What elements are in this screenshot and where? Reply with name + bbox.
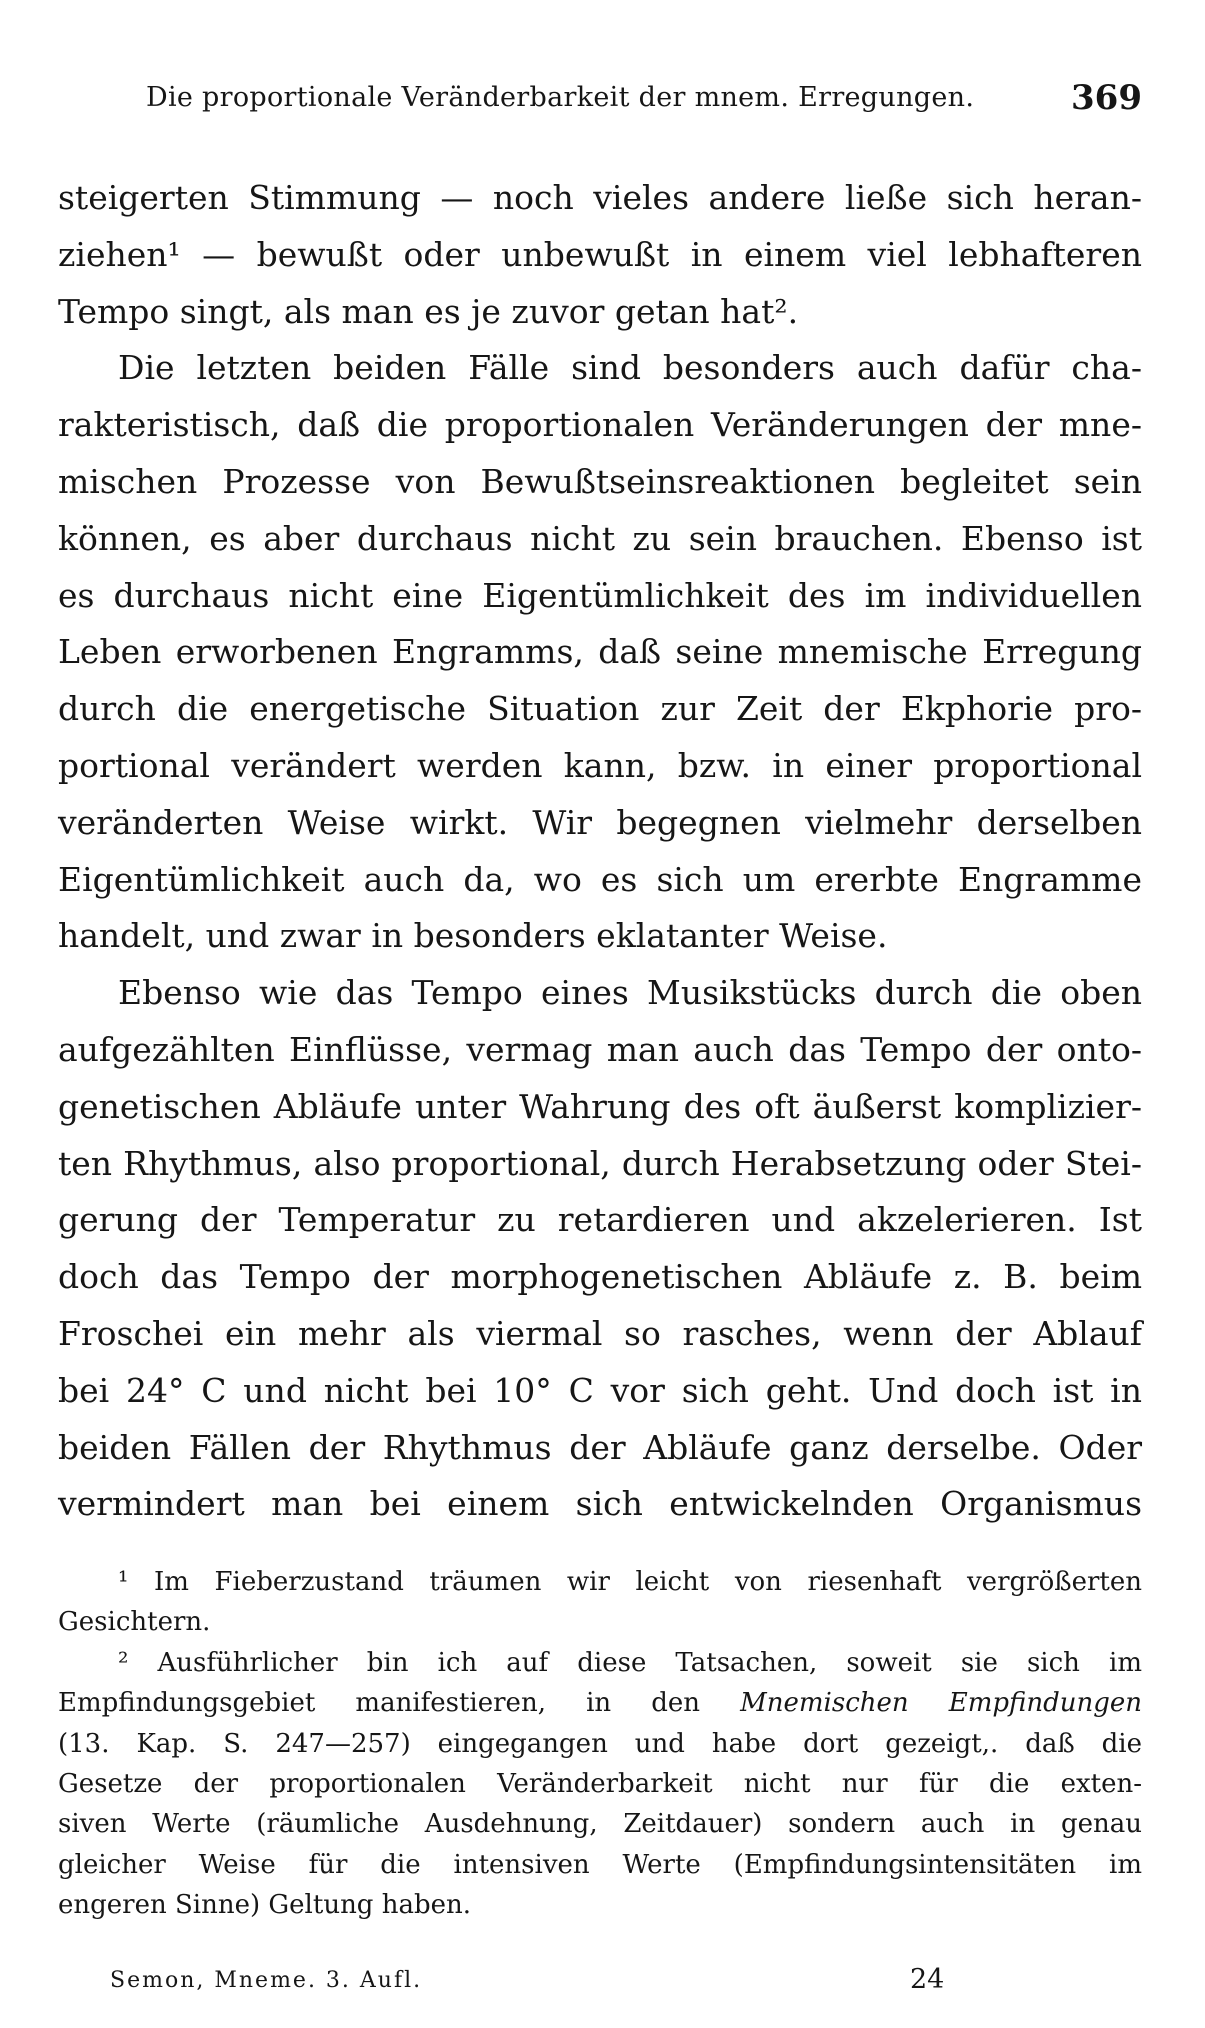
signature-mark: Semon, Mneme. 3. Aufl.	[110, 1968, 423, 1993]
text-line: es durchaus nicht eine Eigentümlichkeit des im individuellen	[58, 575, 1142, 615]
text-line: doch das Tempo der morphogenetischen Abläufe z. B. beim	[58, 1257, 1142, 1297]
text-line: steigerten Stimmung — noch vieles andere ließe sich heran-	[58, 178, 1142, 217]
text-line: ten Rhythmus, also proportional, durch Herabsetzung oder Stei-	[58, 1143, 1142, 1183]
text-line: genetischen Abläufe unter Wahrung des oft äußerst komplizier-	[58, 1086, 1142, 1126]
text-line: rakteristisch, daß die proportionalen Veränderungen der mne-	[58, 405, 1142, 445]
text-line: gerung der Temperatur zu retardieren und akzelerieren. Ist	[58, 1200, 1142, 1240]
text-line: mischen Prozesse von Bewußtseinsreaktionen begleitet sein	[58, 461, 1142, 501]
page-number: 369	[1071, 78, 1142, 118]
footnote-2-line: ² Ausführlicher bin ich auf diese Tatsachen, soweit sie sich im	[118, 1647, 1142, 1678]
running-head	[146, 78, 1142, 122]
text-line: portional verändert werden kann, bzw. in einer proportional	[58, 745, 1142, 785]
signature-number: 24	[910, 1964, 945, 1995]
text-line: ziehen¹ — bewußt oder unbewußt in einem viel lebhafteren	[58, 234, 1142, 274]
text-line: durch die energetische Situation zur Zeit der Ekphorie pro-	[58, 689, 1142, 729]
text-line: aufgezählten Einflüsse, vermag man auch das Tempo der onto-	[58, 1029, 1142, 1069]
footnotes	[58, 1562, 1142, 1926]
footnote-2-text: Empfindungsgebiet manifestieren, in den	[58, 1688, 741, 1719]
text-line: können, es aber durchaus nicht zu sein brauchen. Ebenso ist	[58, 518, 1142, 558]
footnote-1-line: Gesichtern.	[58, 1607, 211, 1638]
text-line: beiden Fällen der Rhythmus der Abläufe ganz derselbe. Oder	[58, 1427, 1142, 1467]
footnote-2-line: engeren Sinne) Geltung haben.	[58, 1890, 472, 1921]
footnote-2-line	[58, 1683, 1142, 1723]
text-line: vermindert man bei einem sich entwickelnden Organismus	[58, 1484, 1142, 1524]
text-line: Leben erworbenen Engramms, daß seine mnemische Erregung	[58, 632, 1142, 672]
footnote-1-line: ¹ Im Fieberzustand träumen wir leicht von riesenhaft vergrößerten	[118, 1567, 1142, 1597]
text-line: Eigentümlichkeit auch da, wo es sich um ererbte Engramme	[58, 859, 1142, 899]
text-line: bei 24° C und nicht bei 10° C vor sich geht. Und doch ist in	[58, 1370, 1142, 1410]
running-head-title: Die proportionale Veränderbarkeit der mnem. Erregungen.	[146, 82, 975, 113]
footnote-2-line: siven Werte (räumliche Ausdehnung, Zeitdauer) sondern auch in genau	[58, 1809, 1142, 1840]
text-line: veränderten Weise wirkt. Wir begegnen vielmehr derselben	[58, 802, 1142, 842]
text-line: Froschei ein mehr als viermal so rasches, wenn der Ablauf	[58, 1313, 1142, 1353]
footnote-2-line: Gesetze der proportionalen Veränderbarkeit nicht nur für die exten-	[58, 1768, 1142, 1799]
footnote-2-line: gleicher Weise für die intensiven Werte (Empfindungsintensitäten im	[58, 1849, 1142, 1880]
signature-line	[110, 1964, 1110, 2004]
text-line: Die letzten beiden Fälle sind besonders auch dafür cha-	[118, 348, 1142, 388]
footnote-2-book-title: Mnemischen Empfindungen	[740, 1688, 1143, 1719]
text-line: Tempo singt, als man es je zuvor getan hat².	[58, 291, 799, 331]
footnote-2-line: (13. Kap. S. 247—257) eingegangen und habe dort gezeigt,. daß die	[58, 1728, 1142, 1759]
body-text	[58, 170, 1142, 1533]
text-line: Ebenso wie das Tempo eines Musikstücks durch die oben	[118, 973, 1142, 1013]
text-line: handelt, und zwar in besonders eklatanter Weise.	[58, 916, 888, 956]
